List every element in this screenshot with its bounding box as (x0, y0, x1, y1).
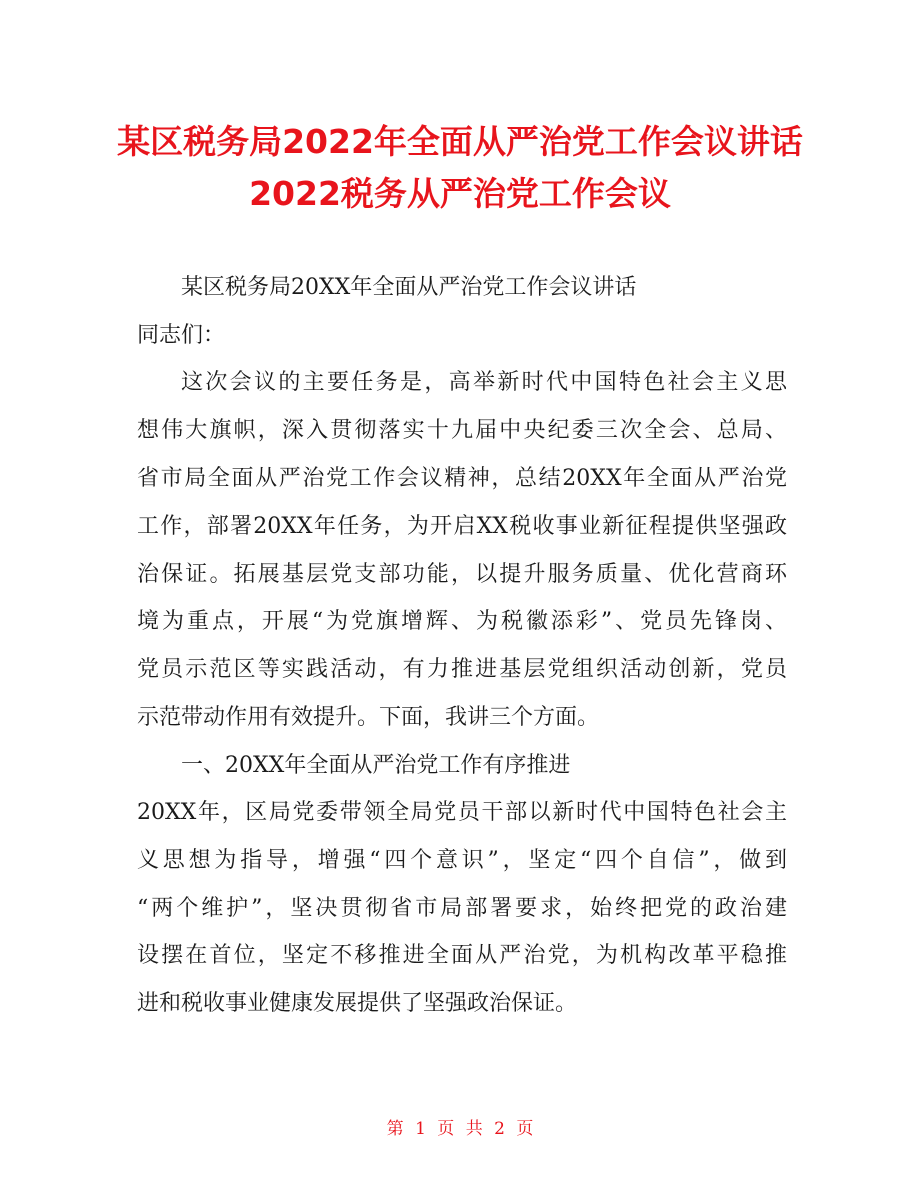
paragraph-line: 省市局全面从严治党工作会议精神，总结20XX年全面从严治党 (137, 466, 787, 491)
document-title-line-1: 某区税务局2022年全面从严治党工作会议讲话 (117, 122, 803, 161)
paragraph-line: 想伟大旗帜，深入贯彻落实十九届中央纪委三次全会、总局、 (137, 418, 787, 443)
paragraph-line: “两个维护”，坚决贯彻省市局部署要求，始终把党的政治建 (137, 896, 787, 921)
paragraph-line: 党员示范区等实践活动，有力推进基层党组织活动创新，党员 (137, 657, 787, 682)
paragraph-line: 示范带动作用有效提升。下面，我讲三个方面。 (137, 705, 600, 730)
paragraph-line: 设摆在首位，坚定不移推进全面从严治党，为机构改革平稳推 (137, 943, 787, 968)
document-title-line-2: 2022税务从严治党工作会议 (249, 174, 671, 213)
paragraph-line: 进和税收事业健康发展提供了坚强政治保证。 (137, 991, 578, 1016)
paragraph-line: 20XX年，区局党委带领全局党员干部以新时代中国特色社会主 (137, 800, 787, 825)
section-heading: 一、20XX年全面从严治党工作有序推进 (181, 753, 571, 778)
paragraph-line: 义思想为指导，增强“四个意识”，坚定“四个自信”，做到 (137, 848, 787, 873)
paragraph-line: 境为重点，开展“为党旗增辉、为税徽添彩”、党员先锋岗、 (137, 609, 787, 634)
page-footer: 第 1 页 共 2 页 (386, 1119, 534, 1139)
paragraph-line: 工作，部署20XX年任务，为开启XX税收事业新征程提供坚强政 (137, 514, 787, 539)
paragraph-line: 这次会议的主要任务是，高举新时代中国特色社会主义思 (181, 370, 787, 395)
paragraph-line: 治保证。拓展基层党支部功能，以提升服务质量、优化营商环 (137, 562, 787, 587)
salutation: 同志们： (137, 323, 226, 348)
speech-heading: 某区税务局20XX年全面从严治党工作会议讲话 (181, 275, 637, 300)
